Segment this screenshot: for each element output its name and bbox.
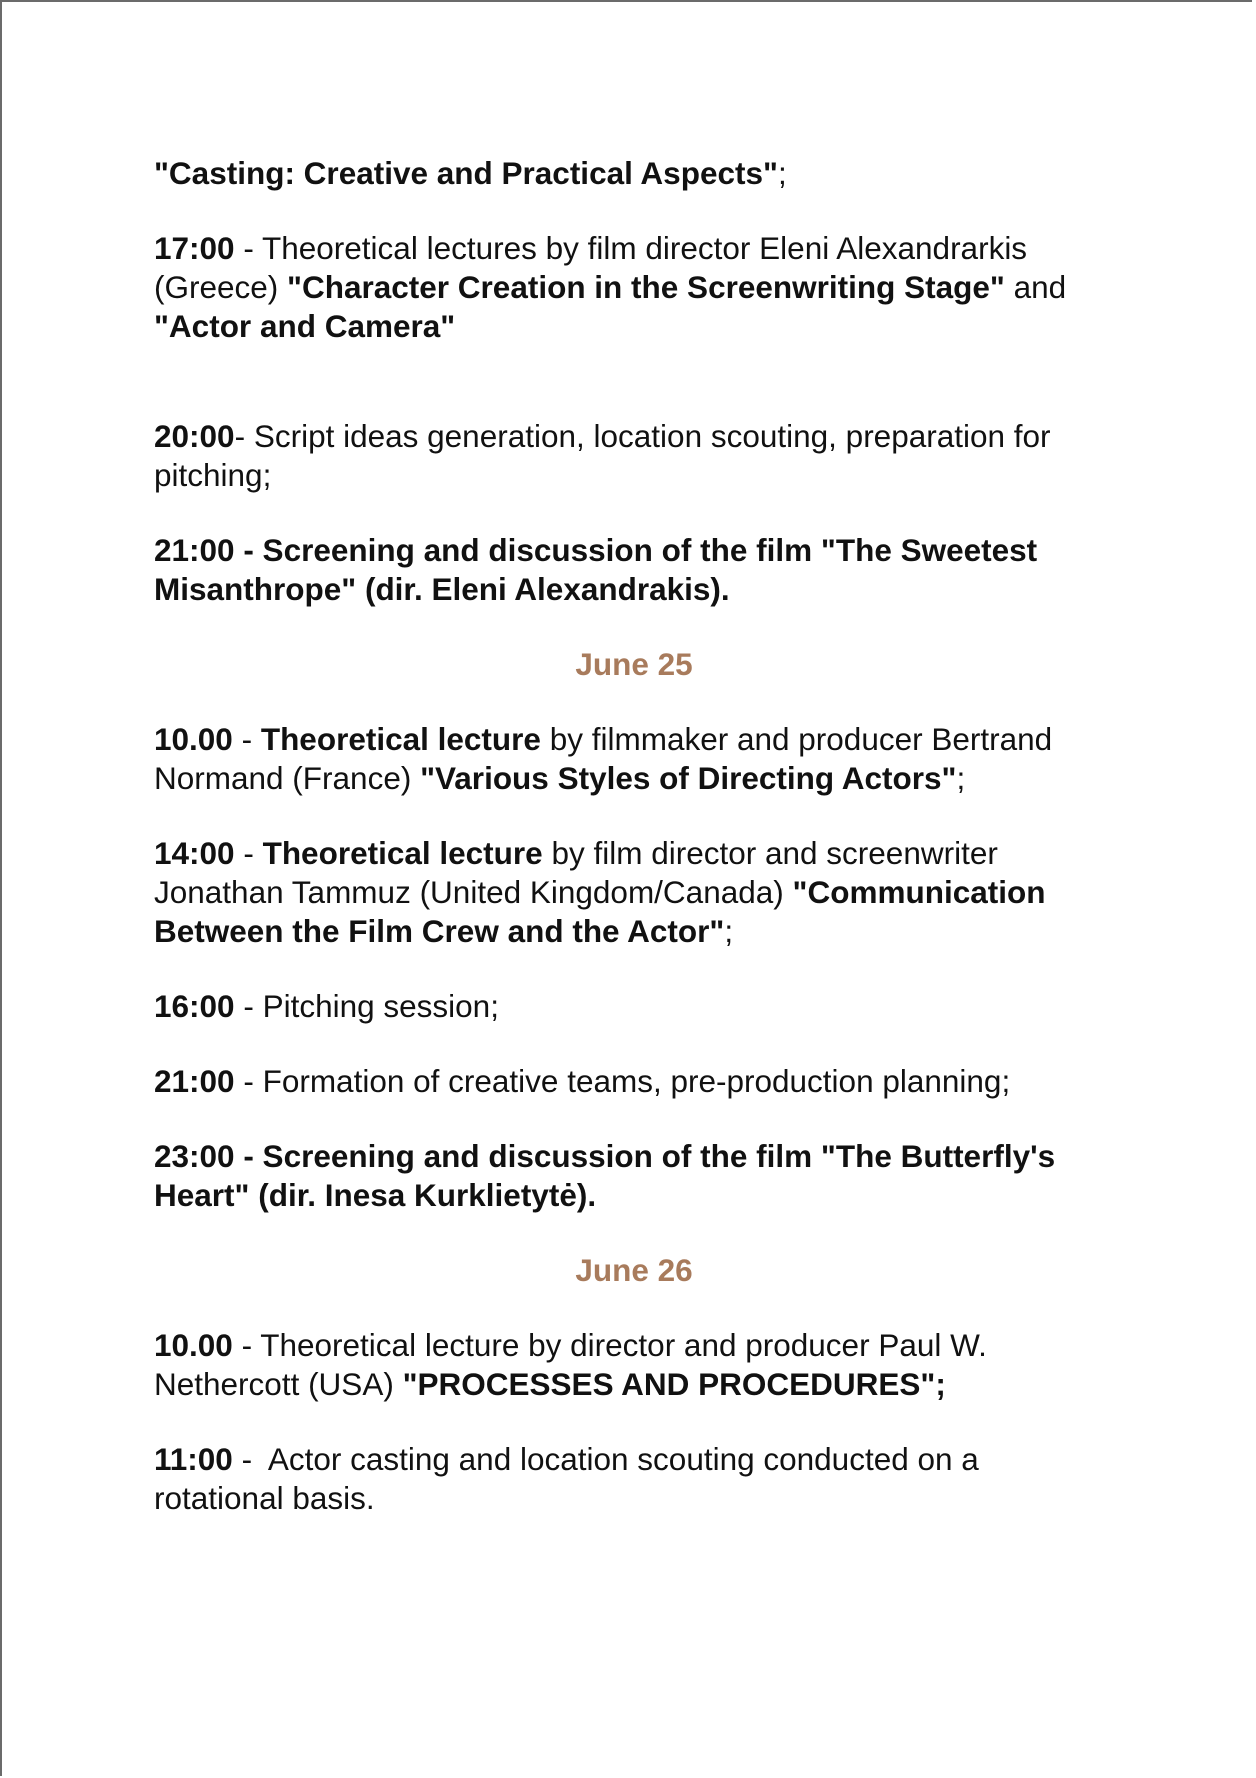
entry-bold: Theoretical lecture	[260, 721, 541, 757]
entry-text: - Theoretical lectures by film director Eleni Alexandrarkis (Greece)	[154, 230, 1028, 305]
schedule-entry-1600	[154, 987, 1114, 1026]
schedule-entry-2100	[154, 1062, 1114, 1101]
schedule-entry-screening-1	[154, 531, 1114, 609]
entry-text: and	[1004, 269, 1067, 305]
entry-title: "Communication Between the Film Crew and the Actor"	[154, 874, 1046, 949]
entry-text: by film director and screenwriter Jonathan Tammuz (United Kingdom/Canada)	[154, 835, 998, 910]
entry-text: - Script ideas generation, location scouting, preparation for pitching;	[154, 418, 1051, 493]
entry-title: "Character Creation in the Screenwriting Stage"	[287, 269, 1005, 305]
entry-title: "Casting: Creative and Practical Aspects"	[154, 155, 778, 191]
day-heading-june-25: June 25	[575, 646, 693, 682]
schedule-entry-1400	[154, 834, 1114, 951]
schedule-entry-1000-june25	[154, 720, 1114, 798]
entry-text: - Actor casting and location scouting conducted on a rotational basis.	[154, 1441, 988, 1516]
entry-text: by filmmaker and producer Bertrand Normand (France)	[154, 721, 1053, 796]
entry-sep: -	[232, 721, 261, 757]
entry-text: - Formation of creative teams, pre-production planning;	[234, 1063, 1011, 1099]
entry-time: 10.00	[154, 1327, 233, 1363]
entry-tail: ;	[956, 760, 966, 796]
entry-tail: ;	[777, 155, 787, 191]
entry-title: "Actor and Camera"	[154, 308, 456, 344]
entry-title: "PROCESSES AND PROCEDURES";	[402, 1366, 946, 1402]
entry-time: 16:00	[154, 988, 235, 1024]
entry-title: "Various Styles of Directing Actors"	[420, 760, 957, 796]
entry-bold: Theoretical lecture	[262, 835, 543, 871]
entry-text: 23:00 - Screening and discussion of the film "The Butterfly's Heart" (dir. Inesa Kurklietytė).	[154, 1138, 1056, 1213]
schedule-entry-2000	[154, 417, 1114, 495]
entry-text: - Pitching session;	[234, 988, 499, 1024]
schedule-entry-screening-2	[154, 1137, 1114, 1215]
entry-time: 17:00	[154, 230, 235, 266]
entry-text: 21:00 - Screening and discussion of the film "The Sweetest Misanthrope" (dir. Eleni Alexandrakis).	[154, 532, 1038, 607]
entry-sep: -	[234, 835, 263, 871]
entry-time: 11:00	[154, 1441, 233, 1477]
schedule-content	[154, 154, 1114, 1518]
entry-time: 21:00	[154, 1063, 235, 1099]
entry-text: - Theoretical lecture by director and producer Paul W. Nethercott (USA)	[154, 1327, 987, 1402]
schedule-entry-1700	[154, 229, 1114, 346]
schedule-entry-casting	[154, 154, 1114, 193]
schedule-entry-1000-june26	[154, 1326, 1114, 1404]
schedule-entry-1100	[154, 1440, 1114, 1518]
entry-tail: ;	[724, 913, 734, 949]
entry-time: 10.00	[154, 721, 233, 757]
entry-time: 20:00	[154, 418, 235, 454]
entry-time: 14:00	[154, 835, 235, 871]
day-heading-june-26: June 26	[575, 1252, 693, 1288]
